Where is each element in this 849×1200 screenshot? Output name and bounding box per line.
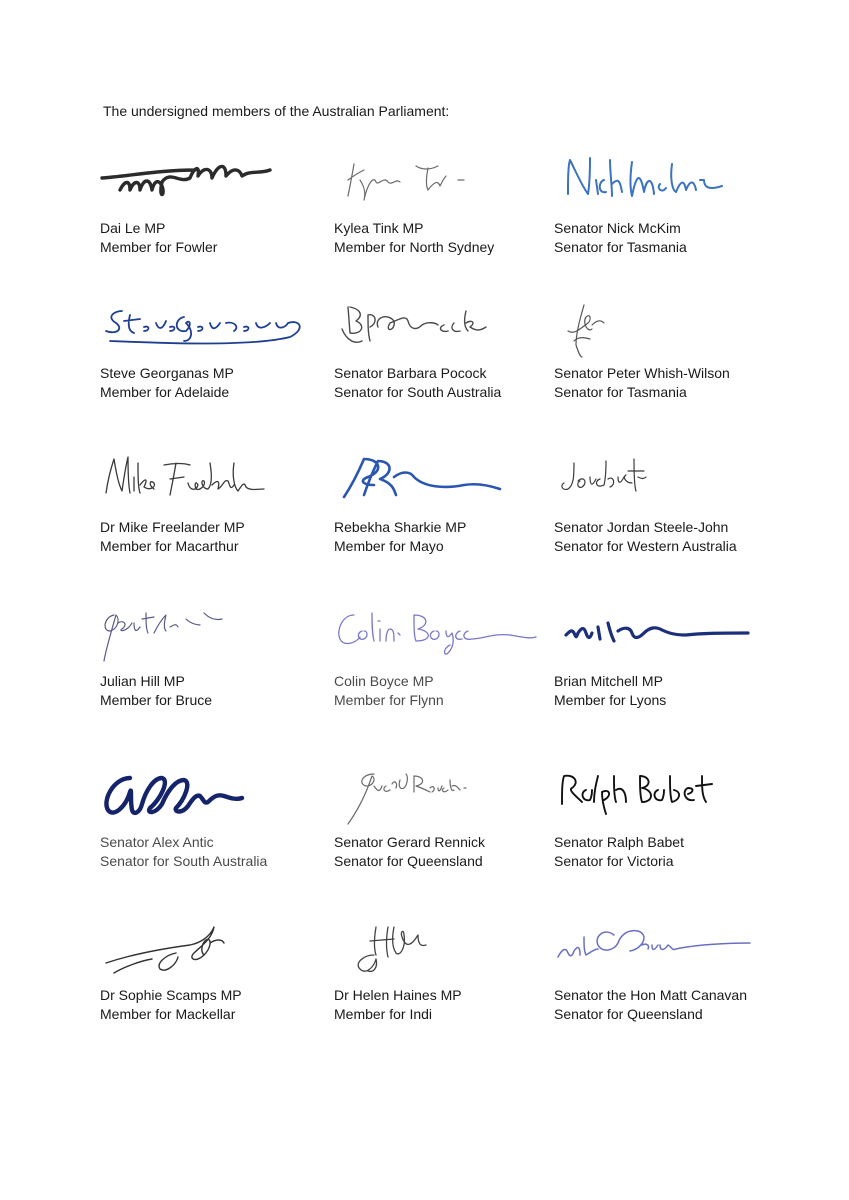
signature-mike-freelander [100,455,270,501]
signatory-seat: Member for Bruce [100,692,213,708]
signatory-seat: Senator for Victoria [554,853,674,869]
signatory-name: Kylea Tink MP [334,220,424,236]
signatory-seat: Senator for Tasmania [554,239,687,255]
signatory-seat: Senator for South Australia [334,384,502,400]
signature-brian-mitchell [554,609,754,653]
signature-barbara-pocock [334,301,494,351]
signatory-seat: Member for Flynn [334,692,444,708]
signatory-name: Senator Peter Whish-Wilson [554,365,730,381]
signatory-name: Dai Le MP [100,220,166,236]
signature-gerard-rennick [334,770,484,830]
signatory-seat: Senator for Western Australia [554,538,737,554]
signatory-name: Brian Mitchell MP [554,673,663,689]
signature-jordan-steele-john [554,455,664,505]
signatory-name: Julian Hill MP [100,673,185,689]
intro-text: The undersigned members of the Australian Parliament: [103,103,450,119]
signatory-name: Rebekha Sharkie MP [334,519,467,535]
signatory-name: Dr Mike Freelander MP [100,519,245,535]
signature-helen-haines [334,923,444,983]
signature-sophie-scamps [100,923,250,983]
signatory-name: Dr Helen Haines MP [334,987,462,1003]
signature-ralph-babet [554,770,754,818]
signatory-seat: Member for Mayo [334,538,444,554]
signatory-name: Senator Nick McKim [554,220,681,236]
signatory-name: Steve Georganas MP [100,365,234,381]
signatory-seat: Member for Macarthur [100,538,239,554]
signatory-seat: Senator for South Australia [100,853,268,869]
signature-julian-hill [100,609,240,665]
signatory-seat: Senator for Tasmania [554,384,687,400]
signature-nick-mckim [554,156,734,206]
signatory-name: Senator Alex Antic [100,834,214,850]
signature-rebekha-sharkie [334,455,514,503]
signature-alex-antic [100,770,260,826]
signatory-name: Senator Jordan Steele-John [554,519,729,535]
signature-dai-le [100,156,280,214]
signature-steve-georganas [100,301,310,349]
signatory-name: Colin Boyce MP [334,673,434,689]
signatory-name: Senator Gerard Rennick [334,834,485,850]
signatory-seat: Senator for Queensland [334,853,483,869]
signatory-seat: Member for Indi [334,1006,433,1022]
signatory-seat: Member for Adelaide [100,384,230,400]
signatory-name: Senator Ralph Babet [554,834,684,850]
signatory-seat: Member for Mackellar [100,1006,236,1022]
signatory-name: Senator Barbara Pocock [334,365,487,381]
signature-colin-boyce [334,609,544,661]
signatory-name: Senator the Hon Matt Canavan [554,987,748,1003]
signatory-seat: Member for North Sydney [334,239,495,255]
signatory-seat: Member for Fowler [100,239,218,255]
signature-peter-whish-wilson [554,301,624,361]
signature-kylea-tink [334,156,484,206]
signature-matt-canavan [554,923,764,967]
signatory-seat: Senator for Queensland [554,1006,703,1022]
signatory-name: Dr Sophie Scamps MP [100,987,242,1003]
signatory-seat: Member for Lyons [554,692,667,708]
